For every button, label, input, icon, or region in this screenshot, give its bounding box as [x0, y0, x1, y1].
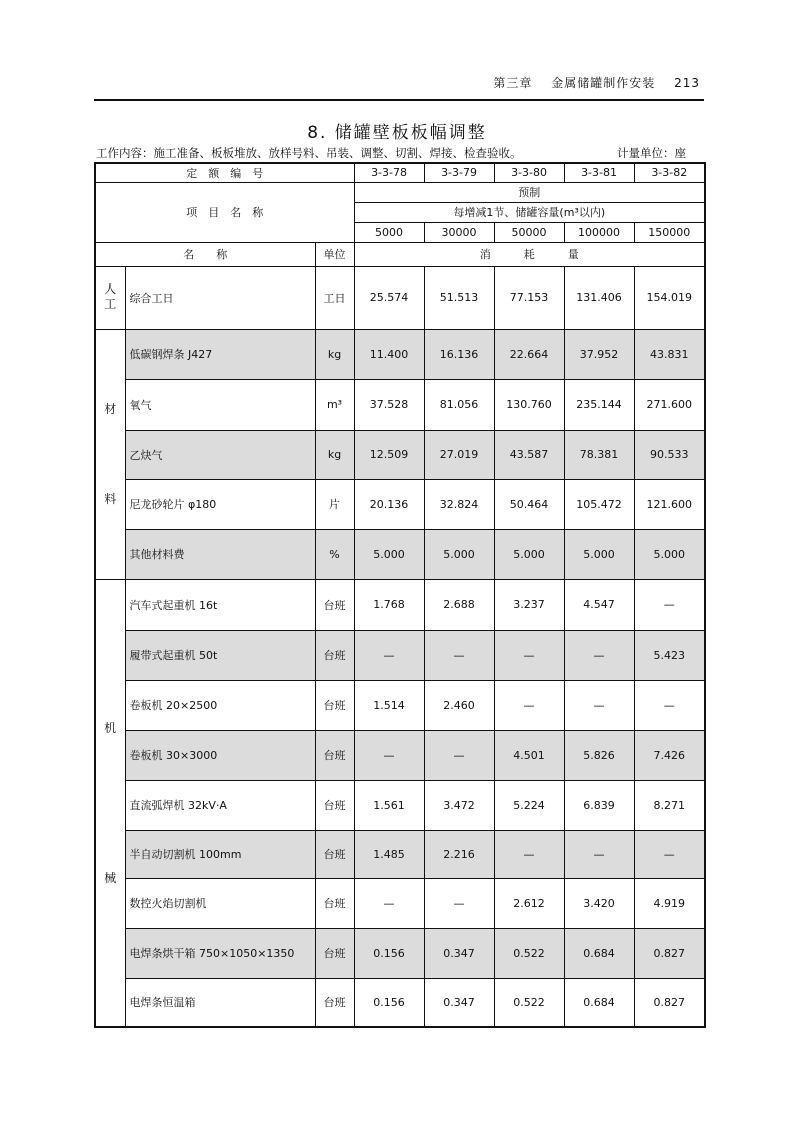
table-row	[95, 479, 705, 529]
value-cell: 3.420	[564, 878, 634, 928]
row-name: 氧气	[125, 379, 315, 430]
value-cell: 0.827	[634, 978, 705, 1027]
row-name: 直流弧焊机 32kV·A	[125, 780, 315, 830]
row-unit: 台班	[315, 830, 354, 878]
row-name: 电焊条烘干箱 750×1050×1350	[125, 928, 315, 978]
table-row	[95, 630, 705, 680]
value-cell: 50.464	[494, 479, 564, 529]
row-unit: m³	[315, 379, 354, 430]
value-cell: 77.153	[494, 266, 564, 329]
row-name: 履带式起重机 50t	[125, 630, 315, 680]
page-number: 213	[674, 76, 700, 90]
value-cell: 3.472	[424, 780, 494, 830]
value-cell: —	[424, 878, 494, 928]
value-cell: 2.612	[494, 878, 564, 928]
value-cell: 0.156	[354, 978, 424, 1027]
value-cell: 90.533	[634, 430, 705, 479]
value-cell: 5.000	[424, 529, 494, 579]
row-name: 半自动切割机 100mm	[125, 830, 315, 878]
col-name-header: 名 称	[95, 242, 315, 266]
value-cell: 4.547	[564, 579, 634, 630]
value-cell: —	[634, 680, 705, 730]
row-unit: 片	[315, 479, 354, 529]
value-cell: 5.224	[494, 780, 564, 830]
col-unit-header: 单位	[315, 242, 354, 266]
value-cell: 130.760	[494, 379, 564, 430]
value-cell: 271.600	[634, 379, 705, 430]
value-cell: 154.019	[634, 266, 705, 329]
row-unit: 台班	[315, 978, 354, 1027]
value-cell: 43.831	[634, 329, 705, 379]
row-unit: 台班	[315, 878, 354, 928]
section-label: 金属储罐制作安装	[551, 76, 656, 90]
value-cell: 51.513	[424, 266, 494, 329]
capacity-cell: 30000	[424, 222, 494, 242]
value-cell: 3.237	[494, 579, 564, 630]
code-cell: 3-3-82	[634, 163, 705, 182]
value-cell: —	[354, 730, 424, 780]
value-cell: 5.423	[634, 630, 705, 680]
table-row	[95, 878, 705, 928]
value-cell: 27.019	[424, 430, 494, 479]
running-header	[479, 74, 700, 91]
code-cell: 3-3-81	[564, 163, 634, 182]
value-cell: 43.587	[494, 430, 564, 479]
value-cell: 5.000	[634, 529, 705, 579]
value-cell: 22.664	[494, 329, 564, 379]
value-cell: 6.839	[564, 780, 634, 830]
table-row	[95, 266, 705, 329]
value-cell: 16.136	[424, 329, 494, 379]
work-content: 工作内容：施工准备、板板堆放、放样号料、吊装、调整、切割、焊接、检查验收。	[96, 146, 522, 160]
value-cell: 81.056	[424, 379, 494, 430]
value-cell: 2.460	[424, 680, 494, 730]
row-name: 低碳钢焊条 J427	[125, 329, 315, 379]
value-cell: 5.000	[494, 529, 564, 579]
row-unit: 台班	[315, 579, 354, 630]
capacity-cell: 150000	[634, 222, 705, 242]
value-cell: 1.561	[354, 780, 424, 830]
row-unit: 台班	[315, 730, 354, 780]
value-cell: —	[424, 730, 494, 780]
value-cell: 4.501	[494, 730, 564, 780]
row-name: 卷板机 20×2500	[125, 680, 315, 730]
value-cell: —	[564, 680, 634, 730]
value-cell: 37.952	[564, 329, 634, 379]
value-cell: 25.574	[354, 266, 424, 329]
row-unit: %	[315, 529, 354, 579]
row-name: 其他材料费	[125, 529, 315, 579]
row-name: 数控火焰切割机	[125, 878, 315, 928]
subheader-capacity: 每增减1节、储罐容量(m³以内)	[354, 202, 705, 222]
capacity-cell: 100000	[564, 222, 634, 242]
value-cell: 5.000	[564, 529, 634, 579]
value-cell: 0.156	[354, 928, 424, 978]
header-rule	[94, 99, 704, 101]
quota-table	[94, 162, 706, 1028]
quota-label: 定 额 编 号	[95, 163, 354, 182]
row-unit: kg	[315, 430, 354, 479]
value-cell: 0.347	[424, 978, 494, 1027]
value-cell: 11.400	[354, 329, 424, 379]
value-cell: 20.136	[354, 479, 424, 529]
table-row	[95, 730, 705, 780]
value-cell: 235.144	[564, 379, 634, 430]
value-cell: 37.528	[354, 379, 424, 430]
value-cell: —	[424, 630, 494, 680]
table-row	[95, 430, 705, 479]
value-cell: 105.472	[564, 479, 634, 529]
value-cell: —	[494, 630, 564, 680]
value-cell: —	[634, 579, 705, 630]
value-cell: 131.406	[564, 266, 634, 329]
value-cell: —	[494, 830, 564, 878]
value-cell: 1.485	[354, 830, 424, 878]
code-cell: 3-3-78	[354, 163, 424, 182]
table-row	[95, 379, 705, 430]
table-row	[95, 579, 705, 630]
chapter-label: 第三章	[493, 76, 533, 90]
group-label: 材料	[95, 329, 125, 579]
group-label: 机械	[95, 579, 125, 1027]
row-unit: 台班	[315, 680, 354, 730]
value-cell: —	[354, 630, 424, 680]
table-row	[95, 978, 705, 1027]
row-unit: 台班	[315, 928, 354, 978]
row-name: 汽车式起重机 16t	[125, 579, 315, 630]
row-unit: 台班	[315, 780, 354, 830]
table-row	[95, 529, 705, 579]
row-unit: 工日	[315, 266, 354, 329]
value-cell: 0.827	[634, 928, 705, 978]
value-cell: —	[354, 878, 424, 928]
table-row	[95, 830, 705, 878]
row-unit: 台班	[315, 630, 354, 680]
value-cell: 0.347	[424, 928, 494, 978]
row-name: 电焊条恒温箱	[125, 978, 315, 1027]
item-label: 项 目 名 称	[95, 182, 354, 242]
value-cell: 5.826	[564, 730, 634, 780]
code-cell: 3-3-79	[424, 163, 494, 182]
value-cell: 7.426	[634, 730, 705, 780]
value-cell: 1.514	[354, 680, 424, 730]
row-name: 卷板机 30×3000	[125, 730, 315, 780]
group-label: 人工	[95, 266, 125, 329]
value-cell: 32.824	[424, 479, 494, 529]
value-cell: —	[564, 630, 634, 680]
value-cell: 12.509	[354, 430, 424, 479]
table-row	[95, 329, 705, 379]
value-cell: 2.216	[424, 830, 494, 878]
value-cell: 8.271	[634, 780, 705, 830]
table-row	[95, 928, 705, 978]
subheader-prefab: 预制	[354, 182, 705, 202]
value-cell: 1.768	[354, 579, 424, 630]
table-row	[95, 780, 705, 830]
capacity-cell: 50000	[494, 222, 564, 242]
value-cell: 0.522	[494, 978, 564, 1027]
value-cell: —	[564, 830, 634, 878]
value-cell: 0.684	[564, 928, 634, 978]
value-cell: 78.381	[564, 430, 634, 479]
row-unit: kg	[315, 329, 354, 379]
value-cell: 5.000	[354, 529, 424, 579]
col-consumption-header: 消 耗 量	[354, 242, 705, 266]
value-cell: 121.600	[634, 479, 705, 529]
value-cell: 0.522	[494, 928, 564, 978]
table-row	[95, 680, 705, 730]
unit-label: 计量单位：座	[617, 146, 686, 160]
row-name: 综合工日	[125, 266, 315, 329]
value-cell: 2.688	[424, 579, 494, 630]
row-name: 乙炔气	[125, 430, 315, 479]
value-cell: 0.684	[564, 978, 634, 1027]
page-title: 8. 储罐壁板板幅调整	[307, 123, 487, 143]
value-cell: 4.919	[634, 878, 705, 928]
capacity-cell: 5000	[354, 222, 424, 242]
row-name: 尼龙砂轮片 φ180	[125, 479, 315, 529]
value-cell: —	[494, 680, 564, 730]
code-cell: 3-3-80	[494, 163, 564, 182]
value-cell: —	[634, 830, 705, 878]
